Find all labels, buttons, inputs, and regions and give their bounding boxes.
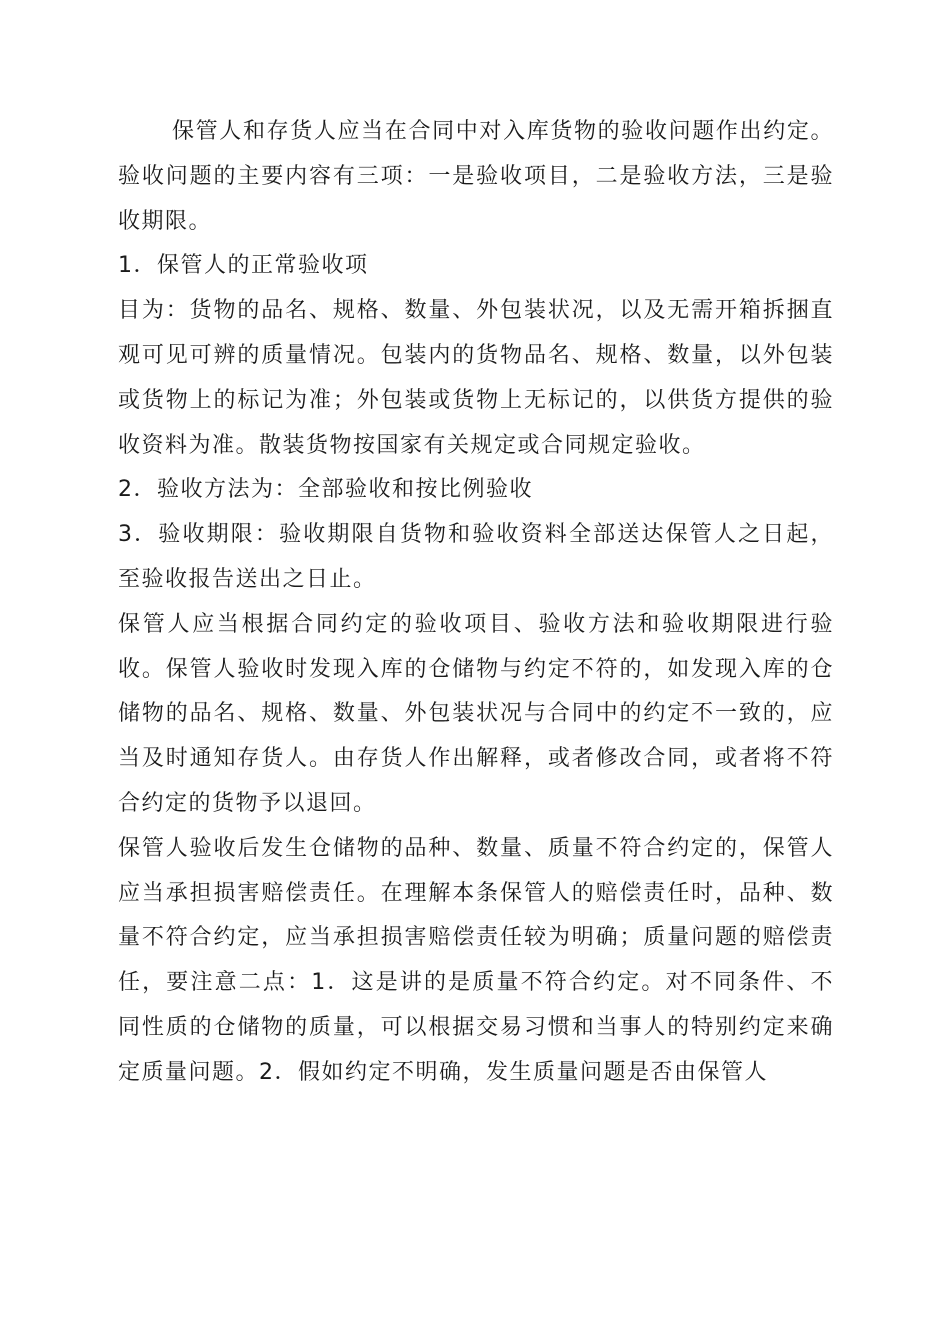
document-body bbox=[118, 110, 834, 1096]
paragraph-item-1-heading: 1．保管人的正常验收项 bbox=[118, 253, 369, 279]
paragraph-item-1-body: 目为：货物的品名、规格、数量、外包装状况，以及无需开箱拆捆直观可见可辨的质量情况。包装内的货物品名、规格、数量，以外包装或货物上的标记为准；外包装或货物上无标记的，以供货方提供的验收资料为准。散装货物按国家有关规定或合同规定验收。 bbox=[118, 298, 834, 458]
paragraph-inspection: 保管人应当根据合同约定的验收项目、验收方法和验收期限进行验收。保管人验收时发现入库的仓储物与约定不符的，如发现入库的仓储物的品名、规格、数量、外包装状况与合同中的约定不一致的，应当及时通知存货人。由存货人作出解释，或者修改合同，或者将不符合约定的货物予以退回。 bbox=[118, 611, 834, 816]
paragraph-liability: 保管人验收后发生仓储物的品种、数量、质量不符合约定的，保管人应当承担损害赔偿责任。在理解本条保管人的赔偿责任时，品种、数量不符合约定，应当承担损害赔偿责任较为明确；质量问题的赔偿责任，要注意二点：1．这是讲的是质量不符合约定。对不同条件、不同性质的仓储物的质量，可以根据交易习惯和当事人的特别约定来确定质量问题。2．假如约定不明确，发生质量问题是否由保管人 bbox=[118, 835, 834, 1085]
paragraph-intro: 保管人和存货人应当在合同中对入库货物的验收问题作出约定。验收问题的主要内容有三项：一是验收项目，二是验收方法，三是验收期限。 bbox=[118, 119, 834, 234]
paragraph-item-3: 3．验收期限：验收期限自货物和验收资料全部送达保管人之日起，至验收报告送出之日止。 bbox=[118, 522, 834, 592]
paragraph-item-2: 2．验收方法为：全部验收和按比例验收 bbox=[118, 477, 533, 503]
